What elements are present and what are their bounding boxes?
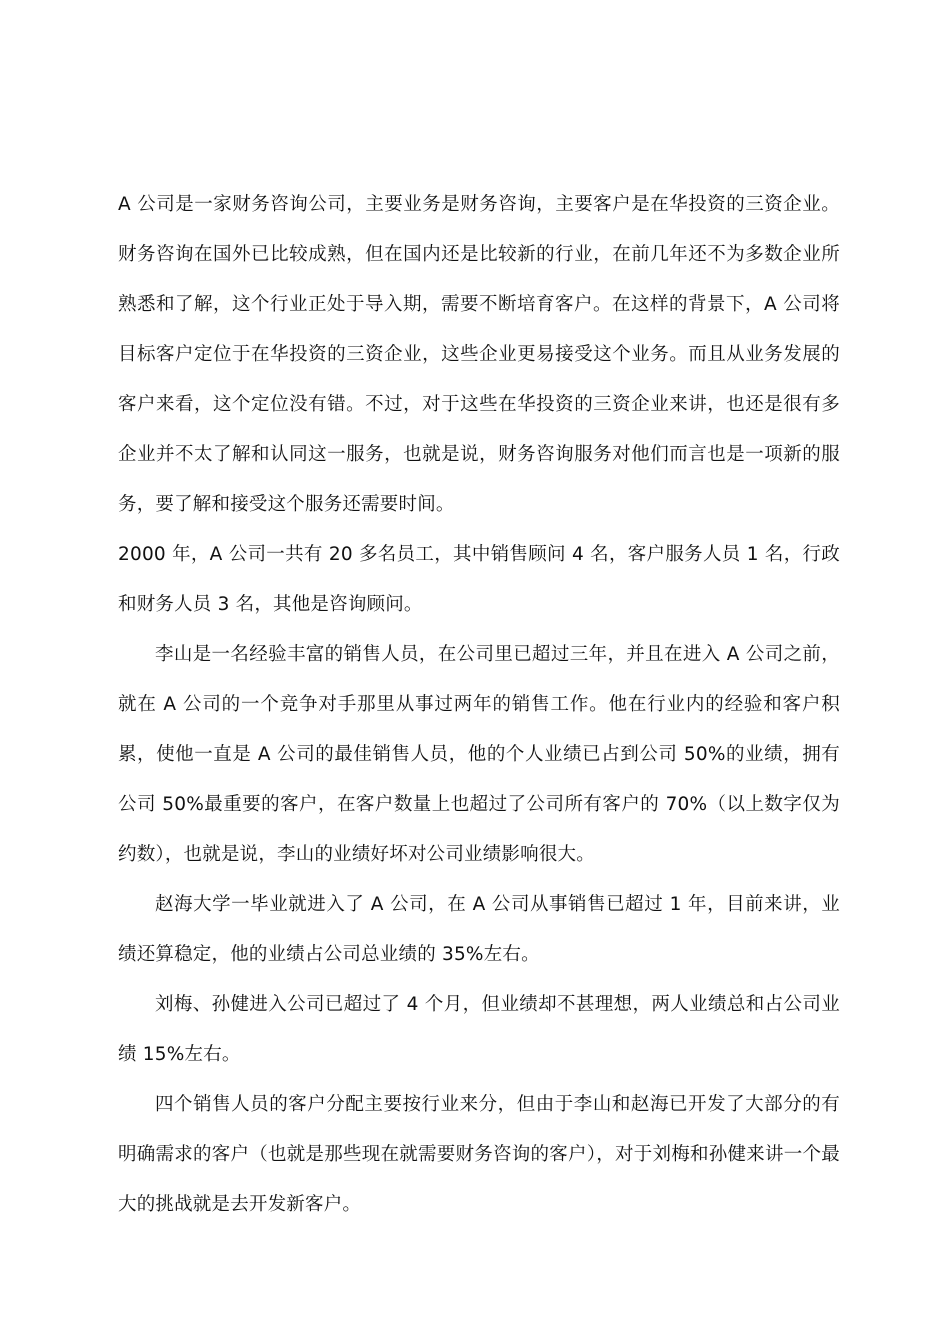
paragraph-zhao-hai: 赵海大学一毕业就进入了 A 公司，在 A 公司从事销售已超过 1 年，目前来讲，业绩还算稳定，他的业绩占公司总业绩的 35%左右。 xyxy=(118,894,840,965)
paragraph-company-intro: A 公司是一家财务咨询公司，主要业务是财务咨询，主要客户是在华投资的三资企业。财务咨询在国外已比较成熟，但在国内还是比较新的行业，在前几年还不为多数企业所熟悉和了解，这个行业正处于导入期，需要不断培育客户。在这样的背景下，A 公司将目标客户定位于在华投资的三资企业，这些企业更易接受这个业务。而且从业务发展的客户来看，这个定位没有错。不过，对于这些在华投资的三资企业来讲，也还是很有多企业并不太了解和认同这一服务，也就是说，财务咨询服务对他们而言也是一项新的服务，要了解和接受这个服务还需要时间。 xyxy=(118,194,840,515)
paragraph-client-allocation: 四个销售人员的客户分配主要按行业来分，但由于李山和赵海已开发了大部分的有明确需求的客户（也就是那些现在就需要财务咨询的客户），对于刘梅和孙健来讲一个最大的挑战就是去开发新客户。 xyxy=(118,1094,840,1215)
paragraph-li-shan: 李山是一名经验丰富的销售人员，在公司里已超过三年，并且在进入 A 公司之前，就在 A 公司的一个竞争对手那里从事过两年的销售工作。他在行业内的经验和客户积累，使他一直是 A 公司的最佳销售人员，他的个人业绩已占到公司 50%的业绩，拥有公司 50%最重要的客户，在客户数量上也超过了公司所有客户的 70%（以上数字仅为约数），也就是说，李山的业绩好坏对公司业绩影响很大。 xyxy=(118,644,840,865)
document-body xyxy=(118,180,840,1230)
paragraph-staff-2000: 2000 年，A 公司一共有 20 多名员工，其中销售顾问 4 名，客户服务人员 1 名，行政和财务人员 3 名，其他是咨询顾问。 xyxy=(118,544,840,615)
paragraph-liu-mei-sun-jian: 刘梅、孙健进入公司已超过了 4 个月，但业绩却不甚理想，两人业绩总和占公司业绩 15%左右。 xyxy=(118,994,840,1065)
